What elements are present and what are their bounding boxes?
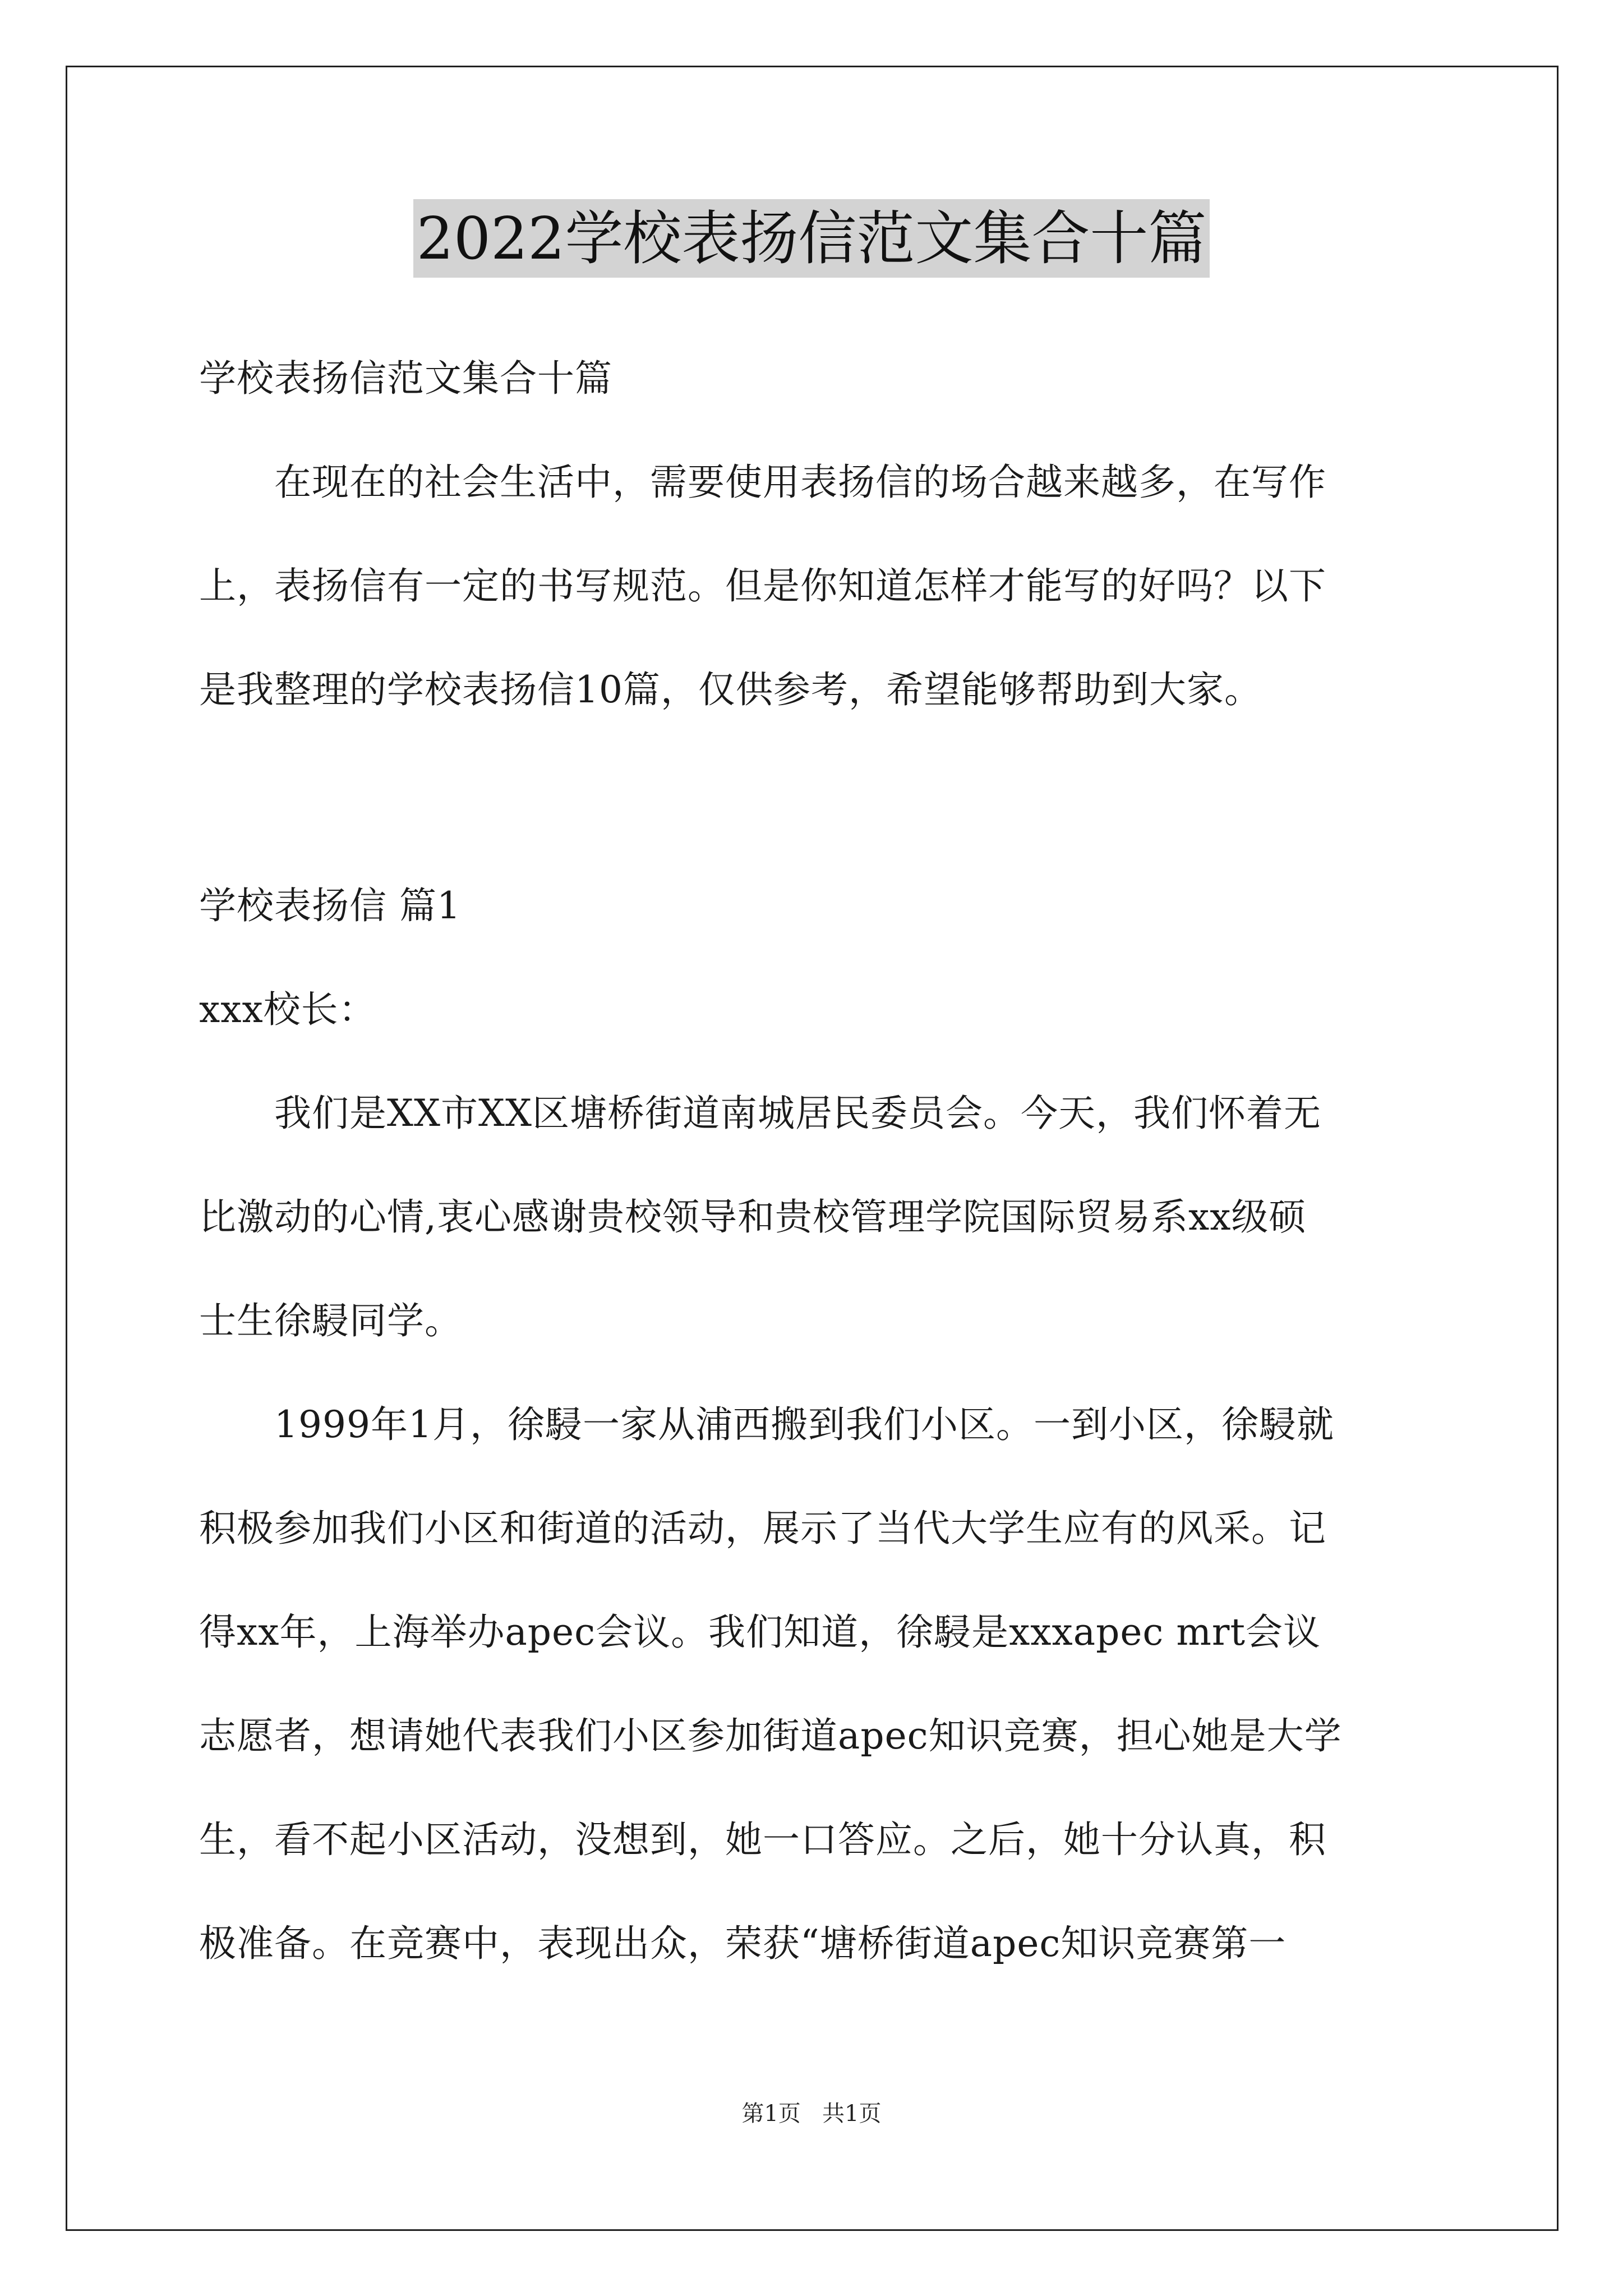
salutation: xxx校长： (199, 988, 376, 1031)
intro-line: 是我整理的学校表扬信10篇，仅供参考，希望能够帮助到大家。 (199, 668, 1262, 711)
paragraph-line: 志愿者，想请她代表我们小区参加街道apec知识竞赛，担心她是大学 (199, 1714, 1342, 1757)
page-footer: 第1页 共1页 (741, 2101, 882, 2127)
paragraph-line: 1999年1月，徐駸一家从浦西搬到我们小区。一到小区，徐駸就 (199, 1403, 1334, 1446)
paragraph-line: 生，看不起小区活动，没想到，她一口答应。之后，她十分认真，积 (199, 1818, 1326, 1861)
paragraph-line: 得xx年，上海举办apec会议。我们知道，徐駸是xxxapec mrt会议 (199, 1611, 1321, 1654)
paragraph-line: 我们是XX市XX区塘桥街道南城居民委员会。今天，我们怀着无 (199, 1092, 1321, 1135)
paragraph-line: 积极参加我们小区和街道的活动，展示了当代大学生应有的风采。记 (199, 1507, 1326, 1550)
document-title: 2022学校表扬信范文集合十篇 (413, 199, 1210, 278)
intro-line: 在现在的社会生活中，需要使用表扬信的场合越来越多，在写作 (199, 461, 1326, 504)
paragraph-line: 极准备。在竞赛中，表现出众，荣获“塘桥街道apec知识竞赛第一 (199, 1922, 1287, 1965)
paragraph-line: 士生徐駸同学。 (199, 1299, 462, 1342)
title-container (0, 199, 1623, 278)
document-subtitle: 学校表扬信范文集合十篇 (199, 357, 612, 400)
paragraph-line: 比激动的心情,衷心感谢贵校领导和贵校管理学院国际贸易系xx级硕 (199, 1195, 1307, 1239)
section-heading: 学校表扬信 篇1 (199, 884, 461, 927)
intro-line: 上，表扬信有一定的书写规范。但是你知道怎样才能写的好吗？以下 (199, 564, 1326, 608)
